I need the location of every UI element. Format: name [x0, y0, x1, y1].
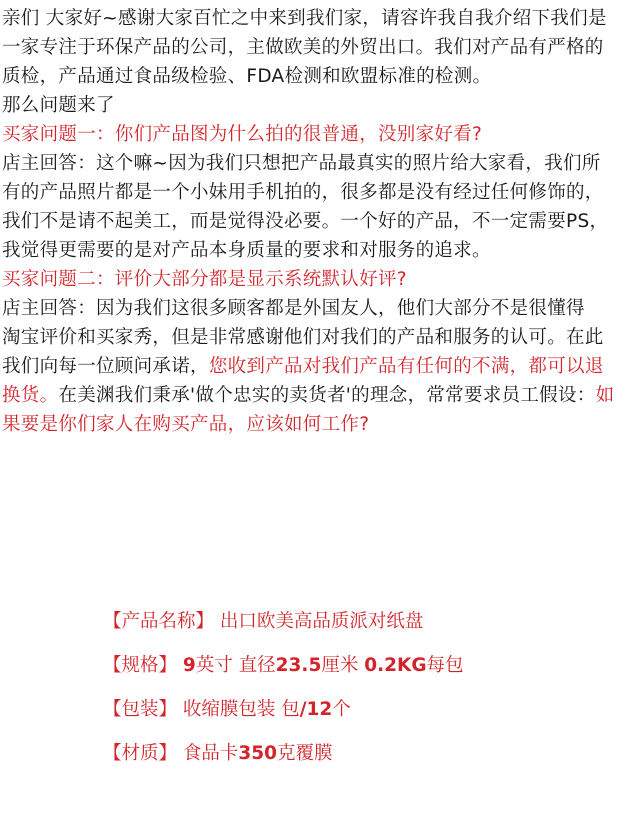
spec-size-row: [103, 652, 603, 696]
spec-name-label: 【产品名称】: [103, 611, 215, 632]
spec-size-unit: 英寸 直径: [195, 655, 276, 676]
spec-material-label: 【材质】: [103, 743, 178, 764]
owner-answer-1: 店主回答：这个嘛~因为我们只想把产品最真实的照片给大家看，我们所有的产品照片都是一个小妹用手机拍的，很多都是没有经过任何修饰的，我们不是请不起美工，而是觉得没必要。一个好的产品，不一定需要PS，我觉得更需要的是对产品本身质量的要求和对服务的追求。: [2, 153, 609, 261]
spec-pack-value: 收缩膜包装 包: [182, 699, 300, 720]
intro-text-block: [2, 4, 616, 439]
owner-answer-2-line1: 店主回答：因为我们这很多顾客都是外国友人，他们大部分不是很懂得: [2, 298, 585, 319]
answer-2-text: 淘宝评价和买家秀，但是非常感谢他们对我们的产品和服务的认可。在此我们向每一位顾问承诺，: [2, 327, 604, 377]
spec-material-row: [103, 740, 603, 784]
product-specs: [103, 608, 603, 784]
spec-name-value: 出口欧美高品质派对纸盘: [219, 611, 424, 632]
employee-question: 如果要是你们家人在购买产品，应该如何工作?: [2, 385, 615, 435]
spec-size-weight: 0.2KG: [364, 655, 427, 676]
return-promise: 您收到产品对我们产品有任何的不满，都可以退换货。: [2, 356, 604, 406]
spec-size-per-pack: 每包: [426, 655, 464, 676]
spec-size-label: 【规格】: [103, 655, 178, 676]
transition-line: 那么问题来了: [2, 95, 115, 116]
spec-size-diameter: 23.5: [275, 655, 322, 676]
spec-size-cm: 厘米: [321, 655, 365, 676]
spec-material-value: 食品卡: [182, 743, 239, 764]
owner-answer-2-body: [2, 323, 616, 439]
spec-size-inches: 9: [182, 655, 196, 676]
spec-material-weight: 350: [238, 743, 278, 764]
buyer-question-2: 买家问题二：评价大部分都是显示系统默认好评?: [2, 269, 407, 290]
spec-name-row: [103, 608, 603, 652]
spec-pack-count: /12: [299, 699, 333, 720]
buyer-question-1: 买家问题一：你们产品图为什么拍的很普通，没别家好看?: [2, 124, 483, 145]
spec-pack-unit: 个: [332, 699, 351, 720]
spec-material-finish: 克覆膜: [277, 743, 333, 764]
spec-pack-row: [103, 696, 603, 740]
greeting-paragraph: 亲们 大家好~感谢大家百忙之中来到我们家，请容许我自我介绍下我们是一家专注于环保产品的公司，主做欧美的外贸出口。我们对产品有严格的质检，产品通过食品级检验、FDA检测和欧盟标准的检测。: [2, 8, 607, 87]
spec-pack-label: 【包装】: [103, 699, 178, 720]
answer-2-philosophy: 在美渊我们秉承'做个忠实的卖货者'的理念，常常要求员工假设：: [58, 385, 596, 406]
